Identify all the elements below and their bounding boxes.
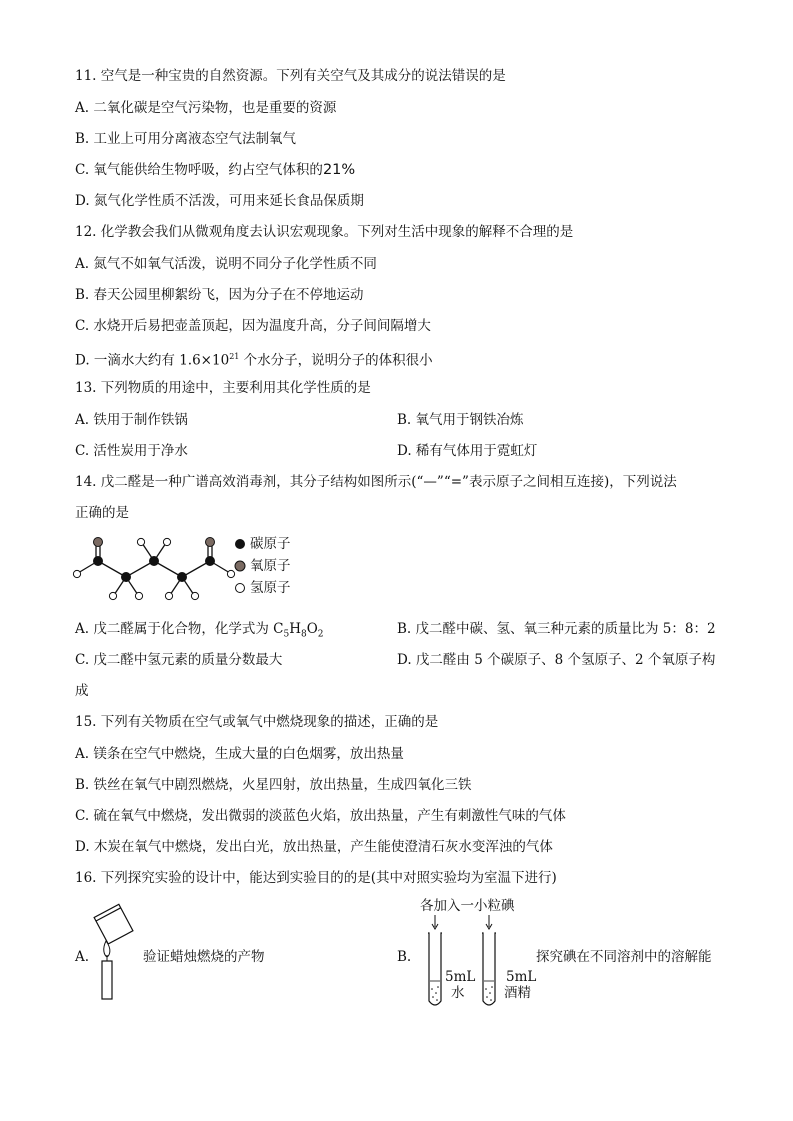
q13-stem: 13. 下列物质的用途中，主要利用其化学性质的是: [75, 380, 371, 396]
q14-option-d: D. 戊二醛由 5 个碳原子、8 个氢原子、2 个氧原子构: [397, 652, 716, 668]
q12-option-d-post: 个水分子，说明分子的体积很小: [239, 352, 433, 369]
legend-oxygen-marker: [235, 561, 245, 571]
q15-stem: 15. 下列有关物质在空气或氧气中燃烧现象的描述，正确的是: [75, 714, 439, 730]
hydrogen-atom: [73, 570, 80, 577]
q15-option-d: D. 木炭在氧气中燃烧，发出白光，放出热量，产生能使澄清石灰水变浑浊的气体: [75, 839, 553, 855]
q12-option-a: A. 氮气不如氧气活泼，说明不同分子化学性质不同: [75, 256, 377, 272]
q11-option-c: [75, 161, 355, 179]
q15-option-a: A. 镁条在空气中燃烧，生成大量的白色烟雾，放出热量: [75, 746, 404, 762]
q15-option-c: C. 硫在氧气中燃烧，发出微弱的淡蓝色火焰，放出热量，产生有刺激性气味的气体: [75, 808, 566, 824]
q12-option-c: C. 水烧开后易把壶盖顶起，因为温度升高，分子间间隔增大: [75, 318, 431, 334]
q12-option-d: [75, 348, 433, 370]
hydrogen-atom: [137, 538, 144, 545]
oxygen-atom: [206, 538, 215, 547]
tube1-volume-label: 5mL: [445, 969, 476, 985]
q11-option-c-value: 21%: [322, 162, 356, 178]
legend-carbon-marker: [235, 539, 245, 549]
legend-hydrogen-marker: [236, 584, 245, 593]
q16-b-figure-caption: 各加入一小粒碘: [420, 898, 515, 914]
tube2-volume-label: 5mL: [506, 969, 537, 985]
q12-option-b: B. 春天公园里柳絮纷飞，因为分子在不停地运动: [75, 287, 364, 303]
q16-option-b-label: B.: [397, 949, 412, 965]
formula-sub-o: 2: [317, 629, 324, 640]
q12-stem: 12. 化学教会我们从微观角度去认识宏观现象。下列对生活中现象的解释不合理的是: [75, 224, 574, 240]
formula-sub-c: 5: [283, 629, 290, 640]
q14-option-a-text: A. 戊二醛属于化合物，化学式为 C: [75, 621, 284, 637]
q14-option-d-continued: 成: [75, 683, 89, 699]
q13-option-d: D. 稀有气体用于霓虹灯: [397, 443, 538, 459]
carbon-atom: [93, 556, 103, 566]
carbon-atom: [177, 572, 187, 582]
formula-h: H: [289, 621, 301, 637]
q14-stem-line2: 正确的是: [75, 505, 129, 521]
q12-option-d-pre: D. 一滴水大约有 1.6×10: [75, 352, 230, 369]
legend-oxygen-label: 氧原子: [250, 558, 291, 574]
q11-option-a: A. 二氧化碳是空气污染物，也是重要的资源: [75, 100, 337, 116]
q16-option-a-label: A.: [75, 949, 90, 965]
carbon-atom: [121, 572, 131, 582]
hydrogen-atom: [165, 592, 172, 599]
tube1-solvent-label: 水: [451, 985, 465, 1001]
tube2-solvent-label: 酒精: [504, 985, 531, 1001]
q11-option-d: D. 氮气化学性质不活泼，可用来延长食品保质期: [75, 193, 364, 209]
q14-option-a: [75, 620, 324, 644]
hydrogen-atom: [109, 592, 116, 599]
carbon-atom: [205, 556, 215, 566]
q14-option-b: B. 戊二醛中碳、氢、氧三种元素的质量比为 5：8：2: [397, 621, 716, 637]
legend-carbon-label: 碳原子: [250, 536, 291, 552]
q11-option-b: B. 工业上可用分离液态空气法制氧气: [75, 131, 297, 147]
q16-option-b-text: 探究碘在不同溶剂中的溶解能: [536, 949, 712, 965]
q13-option-c: C. 活性炭用于净水: [75, 443, 188, 459]
hydrogen-atom: [135, 592, 142, 599]
formula-sub-h: 8: [300, 629, 307, 640]
q13-option-b: B. 氧气用于钢铁冶炼: [397, 412, 524, 428]
oxygen-atom: [94, 538, 103, 547]
q16-stem: 16. 下列探究实验的设计中，能达到实验目的的是(其中对照实验均为室温下进行): [75, 870, 557, 886]
formula-o: O: [306, 621, 318, 637]
q14-stem-line1: 14. 戊二醛是一种广谱高效消毒剂，其分子结构如图所示(“—”“=”表示原子之间相互连接)，下列说法: [75, 474, 677, 490]
carbon-atom: [149, 556, 159, 566]
q15-option-b: B. 铁丝在氧气中剧烈燃烧，火星四射，放出热量，生成四氧化三铁: [75, 777, 472, 793]
q13-option-a: A. 铁用于制作铁锅: [75, 412, 188, 428]
q16-option-a-text: 验证蜡烛燃烧的产物: [143, 949, 265, 965]
candle-with-inverted-beaker-figure: [92, 905, 132, 1005]
legend-hydrogen-label: 氢原子: [250, 580, 291, 596]
q11-stem: 11. 空气是一种宝贵的自然资源。下列有关空气及其成分的说法错误的是: [75, 68, 506, 84]
hydrogen-atom: [227, 570, 234, 577]
hydrogen-atom: [163, 538, 170, 545]
hydrogen-atom: [191, 592, 198, 599]
q14-option-c: C. 戊二醛中氢元素的质量分数最大: [75, 652, 283, 668]
q12-option-d-exponent: 21: [229, 352, 240, 361]
q11-option-c-text: C. 氧气能供给生物呼吸，约占空气体积的: [75, 162, 323, 178]
